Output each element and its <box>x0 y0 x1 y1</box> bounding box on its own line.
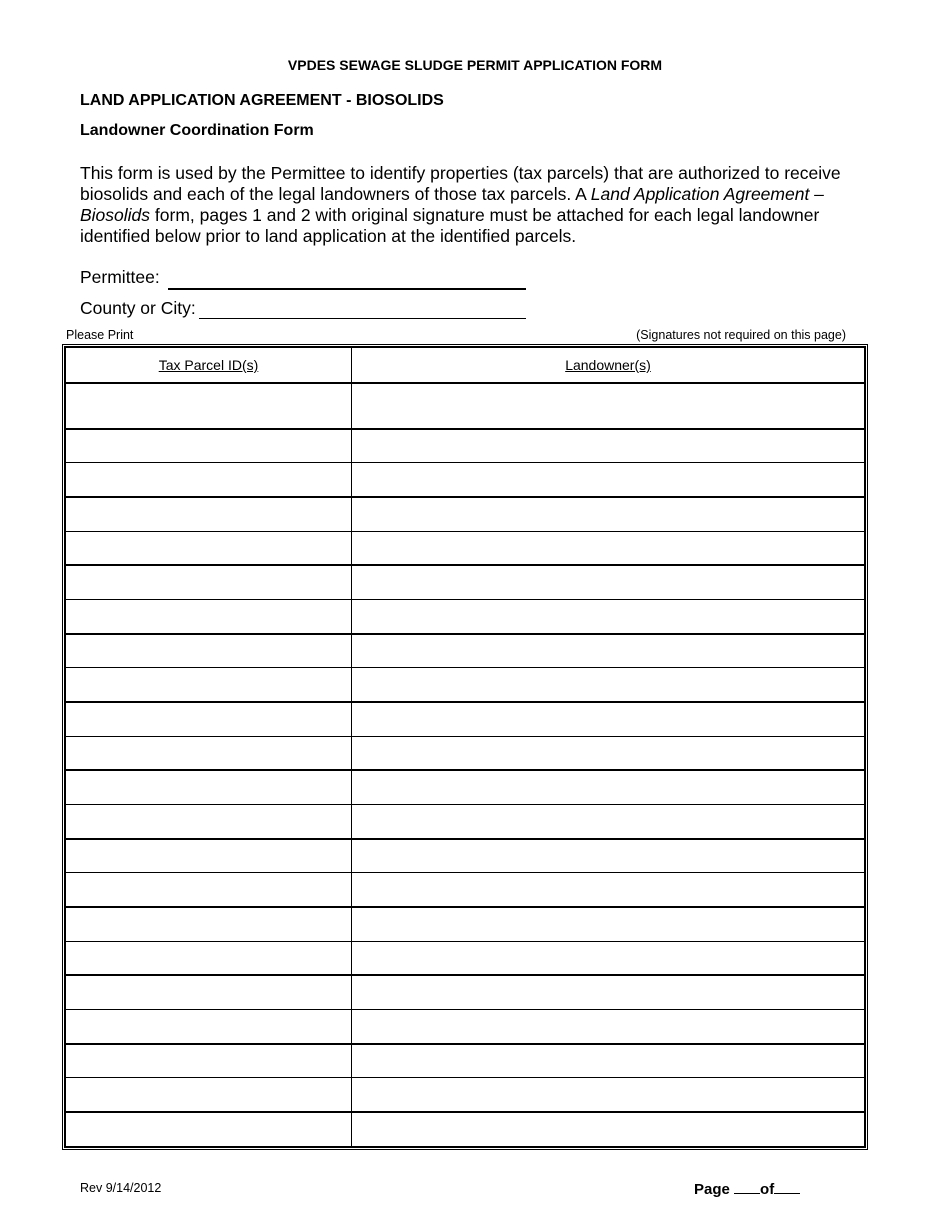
landowner-cell[interactable] <box>352 668 865 702</box>
tax-parcel-cell[interactable] <box>66 497 352 531</box>
permittee-field[interactable] <box>168 271 526 290</box>
landowner-cell[interactable] <box>352 941 865 975</box>
landowner-cell[interactable] <box>352 565 865 599</box>
table-row <box>66 804 865 838</box>
landowner-cell[interactable] <box>352 770 865 804</box>
intro-italic-form-name: Land Application Agreement – Biosolids <box>80 184 824 225</box>
tax-parcel-cell[interactable] <box>66 429 352 463</box>
tax-parcel-cell[interactable] <box>66 975 352 1009</box>
table-row <box>66 634 865 668</box>
table-row <box>66 1078 865 1112</box>
tax-parcel-cell[interactable] <box>66 804 352 838</box>
form-title: VPDES SEWAGE SLUDGE PERMIT APPLICATION FORM <box>287 57 663 73</box>
county-label: County or City: <box>80 298 196 318</box>
page-number-field[interactable] <box>734 1179 760 1194</box>
table-row <box>66 975 865 1009</box>
landowner-cell[interactable] <box>352 497 865 531</box>
table-row <box>66 497 865 531</box>
tax-parcel-cell[interactable] <box>66 565 352 599</box>
table-row <box>66 839 865 873</box>
county-field[interactable] <box>199 301 526 319</box>
tax-parcel-cell[interactable] <box>66 634 352 668</box>
tax-parcel-cell[interactable] <box>66 907 352 941</box>
landowner-cell[interactable] <box>352 463 865 497</box>
tax-parcel-cell[interactable] <box>66 383 352 429</box>
column-header-landowner: Landowner(s) <box>352 348 865 384</box>
of-label: of <box>760 1181 775 1198</box>
tax-parcel-cell[interactable] <box>66 941 352 975</box>
section-title: LAND APPLICATION AGREEMENT - BIOSOLIDS <box>80 92 444 109</box>
landowner-cell[interactable] <box>352 907 865 941</box>
table-row <box>66 736 865 770</box>
landowner-cell[interactable] <box>352 1078 865 1112</box>
landowner-cell[interactable] <box>352 736 865 770</box>
intro-text-1: This form is used by the Permittee to identify properties (tax parcels) that are authorized to receive biosolids and each of the legal landowners of those tax parcels. A <box>80 163 841 204</box>
table-header-row <box>66 348 865 384</box>
form-subtitle: Landowner Coordination Form <box>80 122 314 139</box>
landowner-cell[interactable] <box>352 975 865 1009</box>
page-label: Page <box>694 1181 730 1198</box>
tax-parcel-cell[interactable] <box>66 1044 352 1078</box>
tax-parcel-cell[interactable] <box>66 531 352 565</box>
table-row <box>66 1044 865 1078</box>
table-row <box>66 599 865 633</box>
please-print-note: Please Print <box>66 328 134 342</box>
tax-parcel-cell[interactable] <box>66 1078 352 1112</box>
tax-parcel-cell[interactable] <box>66 463 352 497</box>
landowner-cell[interactable] <box>352 634 865 668</box>
landowner-cell[interactable] <box>352 702 865 736</box>
landowner-cell[interactable] <box>352 1010 865 1044</box>
tax-parcel-cell[interactable] <box>66 1010 352 1044</box>
landowner-cell[interactable] <box>352 1044 865 1078</box>
tax-parcel-cell[interactable] <box>66 599 352 633</box>
intro-paragraph <box>80 163 880 247</box>
parcel-table-frame <box>62 344 868 1150</box>
table-row <box>66 531 865 565</box>
table-row <box>66 1010 865 1044</box>
landowner-cell[interactable] <box>352 531 865 565</box>
column-header-parcel: Tax Parcel ID(s) <box>66 348 352 384</box>
landowner-cell[interactable] <box>352 839 865 873</box>
permittee-label: Permittee: <box>80 267 160 287</box>
tax-parcel-cell[interactable] <box>66 668 352 702</box>
table-row <box>66 770 865 804</box>
revision-date: Rev 9/14/2012 <box>80 1181 162 1195</box>
landowner-cell[interactable] <box>352 599 865 633</box>
page-total-field[interactable] <box>774 1179 800 1194</box>
table-row <box>66 429 865 463</box>
signatures-note: (Signatures not required on this page) <box>636 328 846 342</box>
tax-parcel-cell[interactable] <box>66 873 352 907</box>
landowner-cell[interactable] <box>352 1112 865 1146</box>
tax-parcel-cell[interactable] <box>66 839 352 873</box>
page-number <box>694 1179 800 1198</box>
landowner-cell[interactable] <box>352 429 865 463</box>
landowner-cell[interactable] <box>352 804 865 838</box>
landowner-cell[interactable] <box>352 383 865 429</box>
table-row <box>66 668 865 702</box>
parcel-landowner-table <box>65 347 865 1147</box>
intro-text-2: form, pages 1 and 2 with original signature must be attached for each legal landowner identified below prior to land application at the identified parcels. <box>80 205 820 246</box>
table-row <box>66 941 865 975</box>
landowner-cell[interactable] <box>352 873 865 907</box>
table-row <box>66 383 865 429</box>
tax-parcel-cell[interactable] <box>66 1112 352 1146</box>
tax-parcel-cell[interactable] <box>66 702 352 736</box>
table-row <box>66 1112 865 1146</box>
table-row <box>66 565 865 599</box>
table-row <box>66 907 865 941</box>
tax-parcel-cell[interactable] <box>66 770 352 804</box>
tax-parcel-cell[interactable] <box>66 736 352 770</box>
table-row <box>66 702 865 736</box>
table-row <box>66 463 865 497</box>
table-row <box>66 873 865 907</box>
